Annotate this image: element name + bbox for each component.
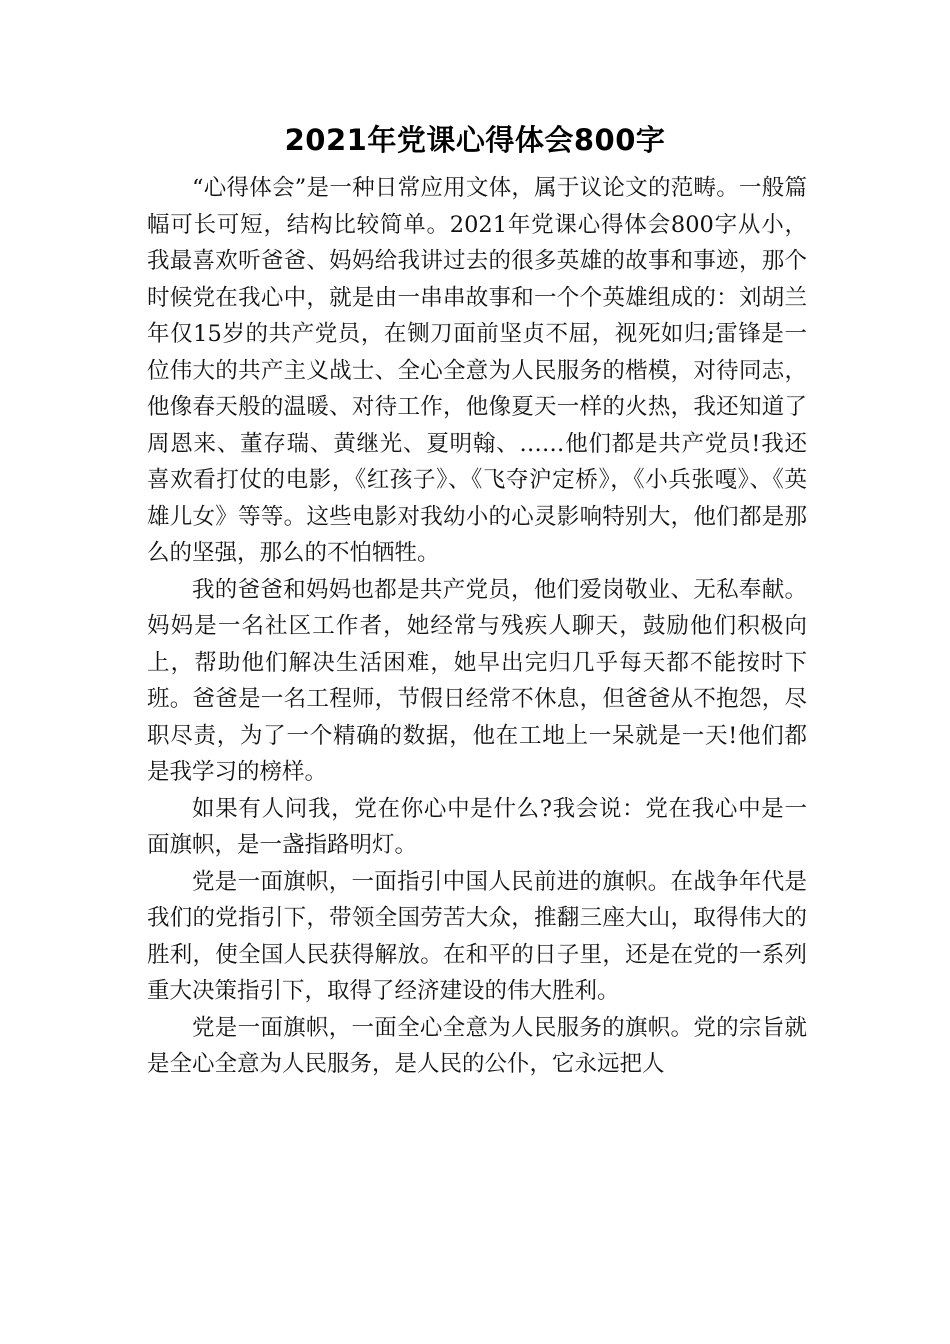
paragraph-3: 如果有人问我，党在你心中是什么?我会说：党在我心中是一面旗帜，是一盏指路明灯。 [147,795,807,858]
document-title: 2021年党课心得体会800字 [284,123,666,157]
paragraph-5: 党是一面旗帜，一面全心全意为人民服务的旗帜。党的宗旨就是全心全意为人民服务，是人民的公仆，它永远把人 [147,1014,807,1077]
document-body [147,170,807,1083]
paragraph-1: “心得体会”是一种日常应用文体，属于议论文的范畴。一般篇幅可长可短，结构比较简单。2021年党课心得体会800字从小，我最喜欢听爸爸、妈妈给我讲过去的很多英雄的故事和事迹，那个时候党在我心中，就是由一串串故事和一个个英雄组成的：刘胡兰年仅15岁的共产党员，在铡刀面前坚贞不屈，视死如归;雷锋是一位伟大的共产主义战士、全心全意为人民服务的楷模，对待同志，他像春天般的温暖、对待工作，他像夏天一样的火热，我还知道了周恩来、董存瑞、黄继光、夏明翰、……他们都是共产党员!我还喜欢看打仗的电影，《红孩子》、《飞夺沪定桥》，《小兵张嘎》、《英雄儿女》等等。这些电影对我幼小的心灵影响特别大，他们都是那么的坚强，那么的不怕牺牲。 [147,175,807,566]
paragraph-4: 党是一面旗帜，一面指引中国人民前进的旗帜。在战争年代是我们的党指引下，带领全国劳苦大众，推翻三座大山，取得伟大的胜利，使全国人民获得解放。在和平的日子里，还是在党的一系列重大决策指引下，取得了经济建设的伟大胜利。 [147,868,807,1004]
paragraph-2: 我的爸爸和妈妈也都是共产党员，他们爱岗敬业、无私奉献。妈妈是一名社区工作者，她经常与残疾人聊天，鼓励他们积极向上，帮助他们解决生活困难，她早出完归几乎每天都不能按时下班。爸爸是一名工程师，节假日经常不休息，但爸爸从不抱怨，尽职尽责，为了一个精确的数据，他在工地上一呆就是一天!他们都是我学习的榜样。 [147,576,807,785]
